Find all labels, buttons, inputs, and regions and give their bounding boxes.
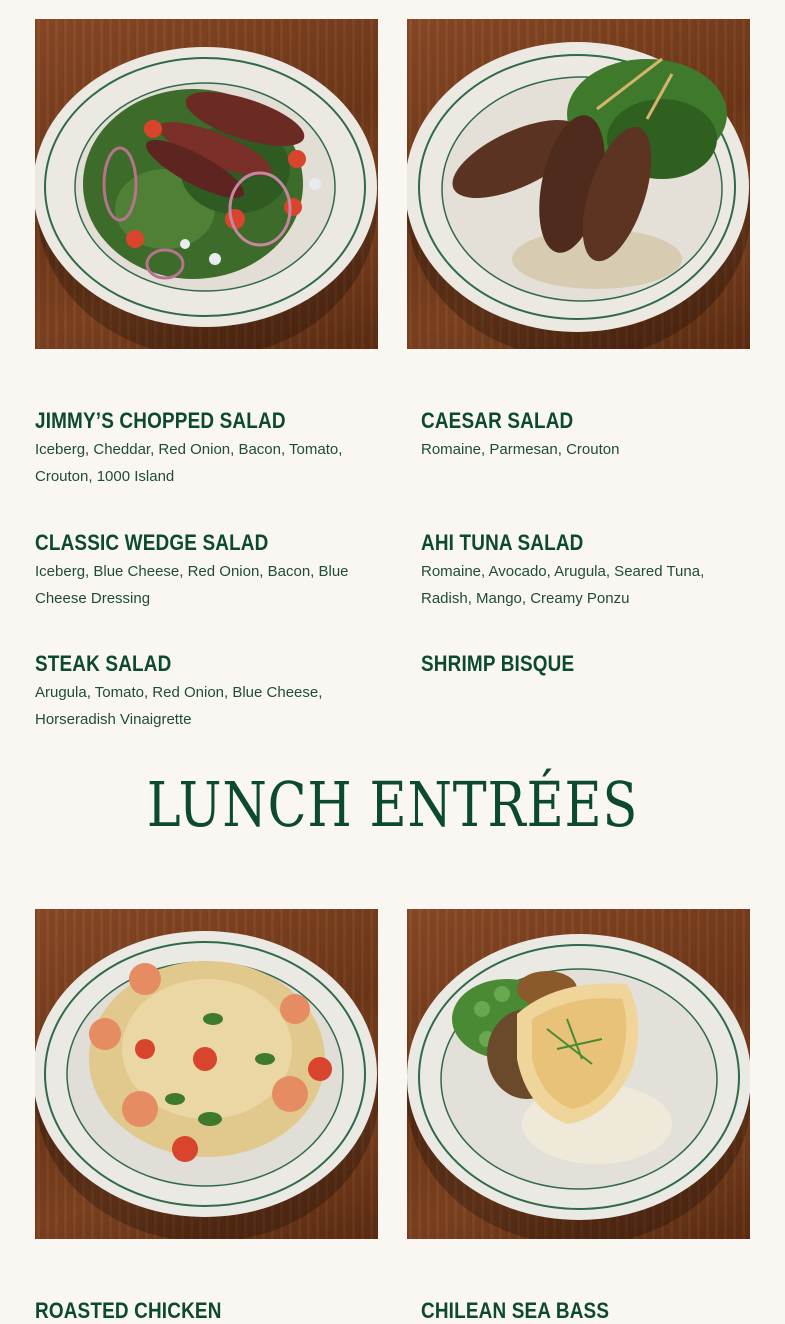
steak-skewers-photo — [407, 19, 750, 349]
item-description: Iceberg, Blue Cheese, Red Onion, Bacon, Blue Cheese Dressing — [35, 563, 349, 607]
shrimp-pasta-photo — [35, 909, 378, 1239]
item-description: Romaine, Parmesan, Crouton — [421, 441, 620, 458]
item-description: Romaine, Avocado, Arugula, Seared Tuna, Radish, Mango, Creamy Ponzu — [421, 563, 705, 607]
item-name: CHILEAN SEA BASS — [421, 1298, 610, 1323]
steak-salad-photo — [35, 19, 378, 349]
sea-bass-photo — [407, 909, 750, 1239]
item-name: JIMMY’S CHOPPED SALAD — [35, 408, 286, 433]
item-name: ROASTED CHICKEN — [35, 1298, 222, 1323]
menu-item-chilean-sea-bass — [421, 1298, 751, 1324]
item-description: Arugula, Tomato, Red Onion, Blue Cheese, Horseradish Vinaigrette — [35, 684, 323, 728]
menu-item-caesar-salad — [421, 408, 751, 464]
menu-item-jimmys-chopped-salad — [35, 408, 365, 490]
item-name: SHRIMP BISQUE — [421, 651, 575, 676]
section-title-lunch-entrees: LUNCH ENTRÉES — [146, 768, 639, 841]
item-name: CLASSIC WEDGE SALAD — [35, 530, 269, 555]
menu-item-ahi-tuna-salad — [421, 530, 751, 612]
menu-item-classic-wedge-salad — [35, 530, 365, 612]
item-description: Iceberg, Cheddar, Red Onion, Bacon, Tomato, Crouton, 1000 Island — [35, 441, 343, 485]
menu-item-roasted-chicken — [35, 1298, 365, 1324]
menu-item-steak-salad — [35, 651, 365, 733]
item-name: STEAK SALAD — [35, 651, 172, 676]
menu-item-shrimp-bisque — [421, 651, 751, 680]
item-name: CAESAR SALAD — [421, 408, 574, 433]
item-name: AHI TUNA SALAD — [421, 530, 584, 555]
